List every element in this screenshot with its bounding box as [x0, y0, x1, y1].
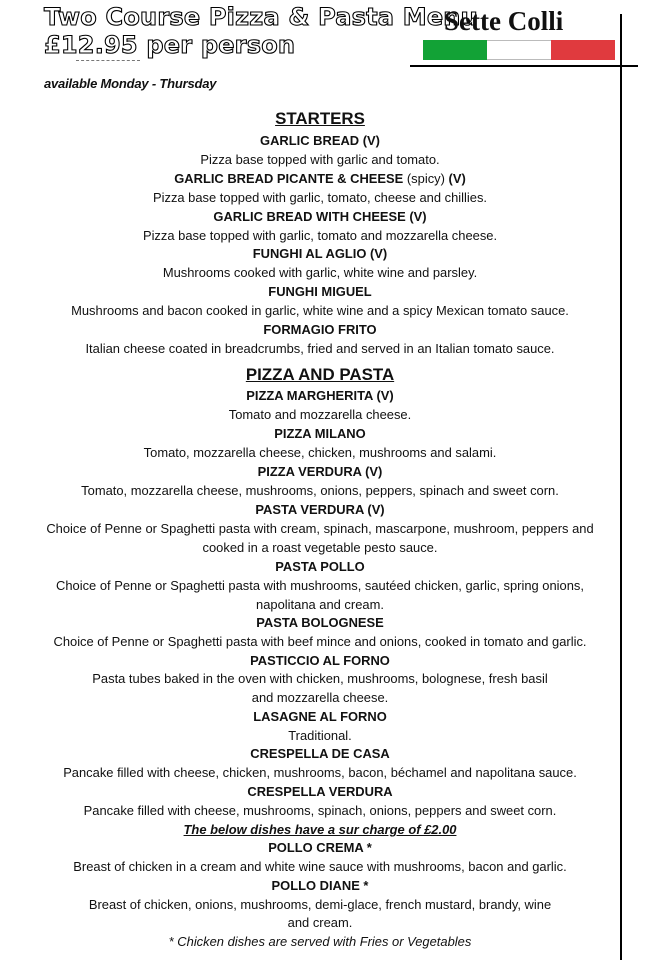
dish-description: and mozzarella cheese.	[251, 690, 389, 705]
dish-description: Pizza base topped with garlic and tomato.	[200, 152, 440, 167]
section-heading-starters: STARTERS	[275, 109, 365, 128]
menu-title: Two Course Pizza & Pasta Menu	[44, 3, 478, 31]
menu-price: £12.95 per person	[44, 31, 296, 59]
dish-description: napolitana and cream.	[256, 597, 384, 612]
dish-description: Choice of Penne or Spaghetti pasta with beef mince and onions, cooked in tomato and garlic.	[53, 634, 587, 649]
dish-description: cooked in a roast vegetable pesto sauce.	[202, 540, 438, 555]
dish-description: Pizza base topped with garlic, tomato and mozzarella cheese.	[142, 228, 498, 243]
flag-green-band	[423, 40, 487, 60]
dish-name: PIZZA VERDURA (V)	[257, 464, 383, 479]
dish-description: Mushrooms and bacon cooked in garlic, white wine and a spicy Mexican tomato sauce.	[71, 303, 569, 318]
dish-name: PIZZA MILANO	[274, 426, 366, 441]
dish-name-tag: (V)	[448, 171, 466, 186]
dish-name-suffix: (spicy)	[406, 171, 445, 186]
dish-name	[2, 170, 638, 188]
dish-description: Breast of chicken, onions, mushrooms, demi-glace, french mustard, brandy, wine	[88, 897, 552, 912]
dish-name: FUNGHI AL AGLIO (V)	[252, 246, 388, 261]
restaurant-logo: Sette Colli	[444, 6, 564, 36]
dish-description: Breast of chicken in a cream and white wine sauce with mushrooms, bacon and garlic.	[73, 859, 567, 874]
dish-description: Choice of Penne or Spaghetti pasta with cream, spinach, mascarpone, mushroom, peppers and	[46, 521, 594, 536]
italian-flag-icon	[423, 40, 615, 60]
dish-description: Pasta tubes baked in the oven with chicken, mushrooms, bolognese, fresh basil	[92, 671, 548, 686]
dish-name: GARLIC BREAD WITH CHEESE (V)	[213, 209, 427, 224]
dish-name: POLLO CREMA *	[268, 840, 372, 855]
dish-description: Tomato, mozzarella cheese, mushrooms, onions, peppers, spinach and sweet corn.	[81, 483, 559, 498]
dish-name: PASTA VERDURA (V)	[255, 502, 385, 517]
dish-name: GARLIC BREAD (V)	[260, 133, 380, 148]
section-heading-pizza-pasta: PIZZA AND PASTA	[245, 365, 395, 384]
dish-name: PASTA BOLOGNESE	[256, 615, 384, 630]
header-divider	[410, 65, 638, 67]
dish-name: CRESPELLA DE CASA	[250, 746, 390, 761]
dish-description: Italian cheese coated in breadcrumbs, fried and served in an Italian tomato sauce.	[85, 341, 555, 356]
dish-name-main: GARLIC BREAD PICANTE & CHEESE	[174, 171, 404, 186]
dish-name: LASAGNE AL FORNO	[253, 709, 387, 724]
dish-description: Tomato, mozzarella cheese, chicken, mushrooms and salami.	[143, 445, 497, 460]
dish-name: CRESPELLA VERDURA	[247, 784, 393, 799]
dish-description: Choice of Penne or Spaghetti pasta with mushrooms, sautéed chicken, garlic, spring onions,	[56, 578, 584, 593]
dish-description: Traditional.	[288, 728, 352, 743]
dish-name: PASTICCIO AL FORNO	[250, 653, 390, 668]
dish-description: Pizza base topped with garlic, tomato, cheese and chillies.	[152, 190, 488, 205]
dish-description: Pancake filled with cheese, mushrooms, spinach, onions, peppers and sweet corn.	[83, 803, 557, 818]
flag-white-band	[487, 40, 551, 60]
availability-text: available Monday - Thursday	[44, 76, 217, 91]
flag-red-band	[551, 40, 615, 60]
dish-name: POLLO DIANE *	[271, 878, 369, 893]
dish-name: PASTA POLLO	[275, 559, 365, 574]
dish-name: FORMAGIO FRITO	[263, 322, 377, 337]
dish-description: Pancake filled with cheese, chicken, mushrooms, bacon, béchamel and napolitana sauce.	[63, 765, 577, 780]
dish-description: Mushrooms cooked with garlic, white wine and parsley.	[162, 265, 478, 280]
divider	[76, 60, 140, 62]
footnote: * Chicken dishes are served with Fries or Vegetables	[168, 934, 472, 949]
dish-description: Tomato and mozzarella cheese.	[228, 407, 412, 422]
surcharge-note: The below dishes have a sur charge of £2.00	[183, 822, 457, 837]
dish-name: PIZZA MARGHERITA (V)	[246, 388, 394, 403]
dish-name: FUNGHI MIGUEL	[268, 284, 372, 299]
dish-description: and cream.	[287, 915, 353, 930]
